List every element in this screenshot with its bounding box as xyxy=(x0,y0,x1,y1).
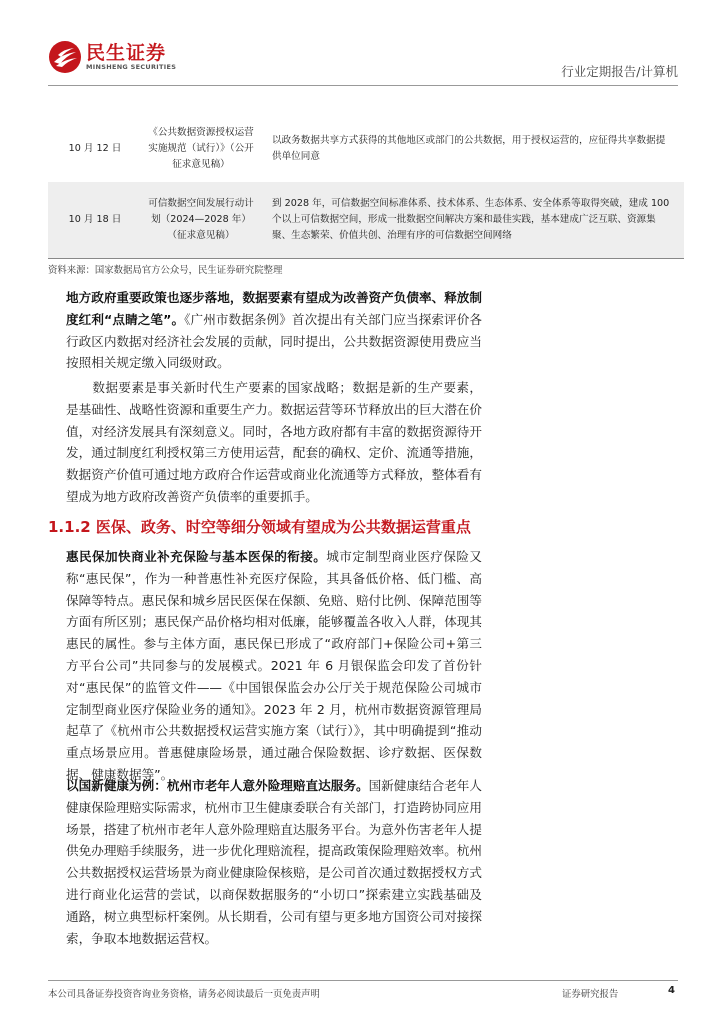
paragraph-lead: 地方政府重要政策也逐步落地，数据要素有望成为改善资产负债率、释放制度红利“点睛之笔”。 xyxy=(66,290,482,327)
paragraph-guoxin-case xyxy=(66,775,482,949)
row-content: 到 2028 年，可信数据空间标准体系、技术体系、生态体系、安全体系等取得突破，建成 100 个以上可信数据空间，形成一批数据空间解决方案和最佳实践，基本建成广泛互联、资源集聚、生态繁荣、价值共创、治理有序的可信数据空间网络 xyxy=(260,182,684,258)
row-date: 10 月 18 日 xyxy=(48,182,142,258)
paragraph-lead: 以国新健康为例：杭州市老年人意外险理赔直达服务。 xyxy=(66,778,369,793)
row-date: 10 月 12 日 xyxy=(48,116,142,182)
header-divider xyxy=(48,85,678,86)
table-row xyxy=(48,116,684,182)
minsheng-logo-icon xyxy=(48,40,82,74)
report-category: 行业定期报告/计算机 xyxy=(561,64,678,79)
table-row xyxy=(48,182,684,258)
section-heading: 1.1.2 医保、政务、时空等细分领域有望成为公共数据运营重点 xyxy=(48,518,471,536)
page-header xyxy=(0,0,724,86)
policy-table xyxy=(48,116,684,259)
company-logo xyxy=(48,40,176,74)
paragraph-huiminbao xyxy=(66,546,482,786)
row-policy: 《公共数据资源授权运营实施规范（试行）》（公开征求意见稿） xyxy=(142,116,260,182)
row-content: 以政务数据共享方式获得的其他地区或部门的公共数据，用于授权运营的，应征得共享数据提供单位同意 xyxy=(260,116,684,182)
footer-label: 证券研究报告 xyxy=(562,989,619,1000)
row-policy: 可信数据空间发展行动计划（2024—2028 年）（征求意见稿） xyxy=(142,182,260,258)
footer-disclaimer: 本公司具备证券投资咨询业务资格，请务必阅读最后一页免责声明 xyxy=(48,989,320,1000)
logo-english-name: MINSHENG SECURITIES xyxy=(86,62,177,71)
paragraph-text: 数据要素是事关新时代生产要素的国家战略；数据是新的生产要素，是基础性、战略性资源和重要生产力。数据运营等环节释放出的巨大潜在价值，对经济发展具有深刻意义。同时，各地方政府都有丰富的数据资源待开发，通过制度红利授权第三方使用运营，配套的确权、定价、流通等措施，数据资产价值可通过地方政府合作运营或商业化流通等方式释放，整体看有望成为地方政府改善资产负债率的重要抓手。 xyxy=(66,380,482,504)
paragraph-lead: 惠民保加快商业补充保险与基本医保的衔接。 xyxy=(66,549,327,564)
paragraph-text: 城市定制型商业医疗保险又称“惠民保”，作为一种普惠性补充医疗保险，其具备低价格、低门槛、高保障等特点。惠民保和城乡居民医保在保额、免赔、赔付比例、保障范围等方面有所区别；惠民保产品价格均相对低廉，能够覆盖各收入人群，体现其惠民的属性。参与主体方面，惠民保已形成了“政府部门+保险公司+第三方平台公司”共同参与的发展模式。2021 年 6 月银保监会印发了首份针对“惠民保”的监管文件——《中国银保监会办公厅关于规范保险公司城市定制型商业医疗保险业务的通知》。2023 年 2 月，杭州市数据资源管理局起草了《杭州市公共数据授权运营实施方案（试行）》，其中明确提到“推动重点场景应用。普惠健康险场景，通过融合保险数据、诊疗数据、医保数据、健康数据等”。 xyxy=(66,549,483,782)
page-number: 4 xyxy=(668,985,675,996)
footer-divider xyxy=(48,980,678,981)
paragraph-text: 国新健康结合老年人健康保险理赔实际需求，杭州市卫生健康委联合有关部门，打造跨协同应用场景，搭建了杭州市老年人意外险理赔直达服务平台。为意外伤害老年人提供免办理赔手续服务，进一步优化理赔流程，提高政策保险理赔效率。杭州公共数据授权运营场景为商业健康险保核赔，是公司首次通过数据授权方式进行商业化运营的尝试，以商保数据服务的“小切口”探索建立实践基础及通路，树立典型标杆案例。从长期看，公司有望与更多地方国资公司对接探索，争取本地数据运营权。 xyxy=(66,778,483,946)
logo-chinese-name: 民生证券 xyxy=(86,41,167,64)
paragraph-data-elements xyxy=(66,377,482,508)
paragraph-text: 《广州市数据条例》首次提出有关部门应当探索评价各行政区内数据对经济社会发展的贡献，同时提出，公共数据资源使用费应当按照相关规定缴入同级财政。 xyxy=(66,311,482,371)
paragraph-local-policy xyxy=(66,287,482,374)
table-source-note: 资料来源：国家数据局官方公众号，民生证券研究院整理 xyxy=(48,265,283,276)
